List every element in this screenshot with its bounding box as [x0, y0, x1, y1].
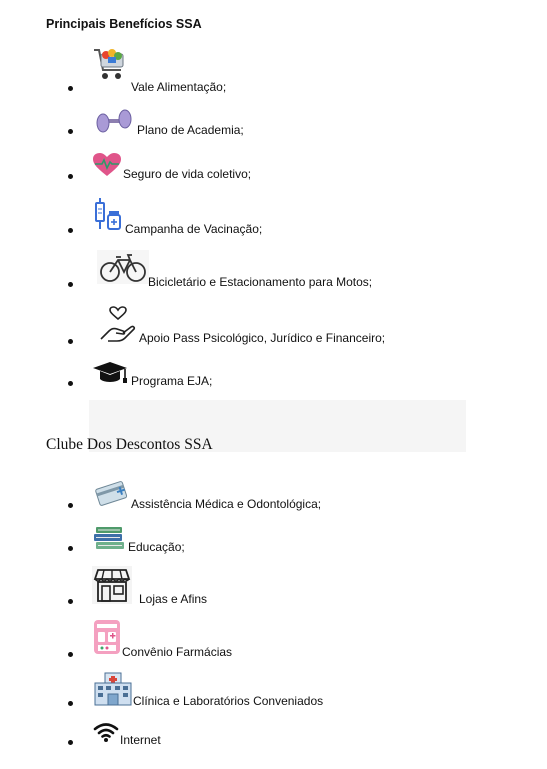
benefits-title: Principais Benefícios SSA [46, 17, 202, 31]
bullet [68, 86, 73, 91]
benefit-label: Bicicletário e Estacionamento para Motos; [148, 275, 373, 289]
discount-label: Educação; [128, 540, 185, 554]
benefit-label: Vale Alimentação; [131, 80, 227, 94]
bullet [68, 652, 73, 657]
benefit-label: Apoio Pass Psicológico, Jurídico e Financeiro; [139, 331, 386, 345]
discount-label: Clínica e Laboratórios Conveniados [133, 694, 324, 708]
bullet [68, 339, 73, 344]
hand-heart-icon [99, 305, 137, 343]
dumbbell-icon [94, 109, 134, 133]
discount-label: Lojas e Afins [139, 592, 208, 606]
books-icon [93, 526, 127, 550]
bullet [68, 701, 73, 706]
bullet [68, 740, 73, 745]
bicycle-icon [97, 250, 149, 284]
benefit-label: Campanha de Vacinação; [125, 222, 263, 236]
bullet [68, 599, 73, 604]
bullet [68, 546, 73, 551]
discounts-title: Clube Dos Descontos SSA [46, 436, 213, 453]
benefit-label: Plano de Academia; [137, 123, 244, 137]
discount-label: Convênio Farmácias [122, 645, 233, 659]
bullet [68, 503, 73, 508]
health-card-icon [94, 479, 128, 507]
pharmacy-icon [93, 619, 121, 655]
vaccine-icon [93, 197, 123, 231]
bullet [68, 228, 73, 233]
heart-pulse-icon [92, 152, 122, 178]
benefit-label: Seguro de vida coletivo; [123, 167, 252, 181]
wifi-icon [93, 721, 119, 743]
graduation-cap-icon [92, 361, 130, 385]
bullet [68, 174, 73, 179]
bullet [68, 129, 73, 134]
discount-label: Assistência Médica e Odontológica; [131, 497, 322, 511]
bullet [68, 381, 73, 386]
shopping-cart-icon [92, 46, 126, 82]
store-icon [92, 566, 132, 604]
hospital-icon [93, 671, 133, 707]
benefit-label: Programa EJA; [131, 374, 213, 388]
discount-label: Internet [120, 733, 161, 747]
bullet [68, 282, 73, 287]
